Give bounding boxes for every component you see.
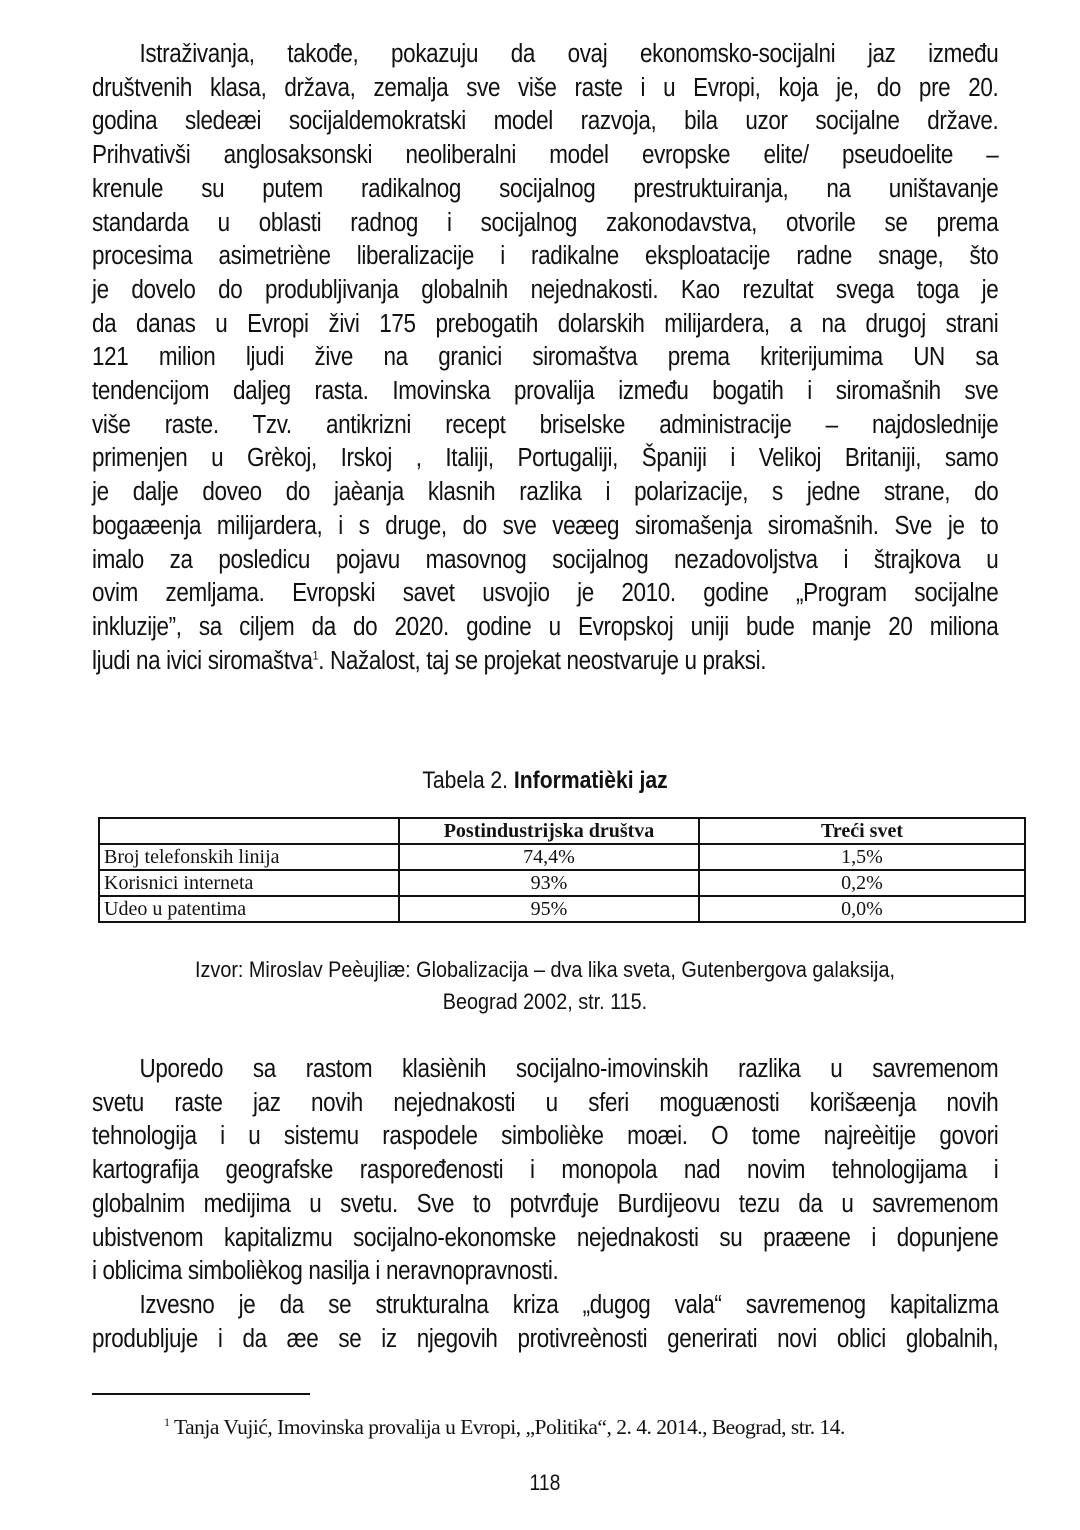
data-table [98,817,1026,923]
text-line: ubistvenom kapitalizmu socijalno-ekonomske nejednakosti su praæene i dopunjene [92,1223,999,1252]
footnote-number: 1 [164,1414,170,1429]
table-header-row [99,818,1025,844]
text-line: Istraživanja, takođe, pokazuju da ovaj ekonomsko-socijalni jaz između [139,40,999,68]
text-line: Uporedo sa rastom klasiènih socijalno-imovinskih razlika u savremenom [139,1055,999,1083]
footnote-separator [92,1393,310,1395]
text-fragment: . Nažalost, taj se projekat neostvaruje u praksi. [318,646,767,675]
text-line: Izvesno je da se strukturalna kriza „dugog vala“ savremenog kapitalizma [139,1290,999,1319]
text-line: inkluzije”, sa ciljem da do 2020. godine u Evropskoj uniji bude manje 20 miliona [92,612,999,641]
table-cell: Udeo u patentima [99,896,399,922]
table-cell: 0,2% [699,870,1025,896]
text-line: procesima asimetriène liberalizacije i radikalne eksploatacije radne snage, što [92,242,999,271]
table-header-cell: Postindustrijska društva [399,818,699,844]
footnote-reference[interactable]: 1 [312,648,319,663]
text-line: 121 milion ljudi žive na granici siromaštva prema kriterijumima UN sa [92,343,999,372]
text-line: kartografija geografske raspoređenosti i monopola nad novim tehnologijama i [92,1156,999,1185]
text-line: svetu raste jaz novih nejednakosti u sferi moguænosti korišæenja novih [92,1088,999,1117]
footnote [164,1415,845,1440]
paragraph-1 [92,38,998,678]
table-cell: 93% [399,870,699,896]
paragraph-2 [92,1053,998,1356]
text-line: tehnologija i u sistemu raspodele simbolièke moæi. O tome najreèitije govori [92,1122,999,1151]
text-line: više raste. Tzv. antikrizni recept briselske administracije – najdoslednije [92,410,999,439]
text-line: krenule su putem radikalnog socijalnog prestruktuiranja, na uništavanje [92,174,999,203]
text-line [92,645,998,679]
table-header-cell [99,818,399,844]
table-cell: 74,4% [399,844,699,870]
text-line: standarda u oblasti radnog i socijalnog zakonodavstva, otvorile se prema [92,208,999,237]
text-line: Prihvativši anglosaksonski neoliberalni model evropske elite/ pseudoelite – [92,141,999,170]
table-caption [146,767,943,795]
source-line: Beograd 2002, str. 115. [442,989,648,1014]
text-line: da danas u Evropi živi 175 prebogatih dolarskih milijardera, a na drugoj strani [92,309,999,338]
table-row [99,896,1025,922]
table-row [99,844,1025,870]
page-number: 118 [529,1470,561,1495]
table-row [99,870,1025,896]
text-fragment: ljudi na ivici siromaštva [92,646,313,675]
text-line: imalo za posledicu pojavu masovnog socijalnog nezadovoljstva i štrajkova u [92,545,999,574]
text-line: društvenih klasa, država, zemalja sve više raste i u Evropi, koja je, do pre 20. [92,73,999,102]
table-header-cell: Treći svet [699,818,1025,844]
table-cell: 95% [399,896,699,922]
table-caption-title: Informatièki jaz [513,767,668,794]
source-line: Izvor: Miroslav Peèujliæ: Globalizacija – dva lika sveta, Gutenbergova galaksija, [195,957,895,982]
text-line: i oblicima simbolièkog nasilja i neravnopravnosti. [92,1257,559,1286]
text-line: godina sledeæi socijaldemokratski model razvoja, bila uzor socijalne države. [92,107,999,136]
table-caption-prefix: Tabela 2. [422,767,509,794]
text-line: primenjen u Grèkoj, Irskoj , Italiji, Portugaliji, Španiji i Velikoj Britaniji, samo [92,444,999,473]
text-line: produbljuje i da æe se iz njegovih protivreènosti generirati novi oblici globalnih, [92,1324,999,1353]
text-line: globalnim medijima u svetu. Sve to potvrđuje Burdijeovu tezu da u savremenom [92,1189,999,1218]
footnote-text: Tanja Vujić, Imovinska provalija u Evropi, „Politika“, 2. 4. 2014., Beograd, str. 14. [174,1415,845,1439]
text-line: tendencijom daljeg rasta. Imovinska provalija između bogatih i siromašnih sve [92,377,999,406]
table-source [146,954,943,1018]
table-cell: Korisnici interneta [99,870,399,896]
text-line: je dovelo do produbljivanja globalnih nejednakosti. Kao rezultat svega toga je [92,275,999,304]
text-line: je dalje doveo do jaèanja klasnih razlika i polarizacije, s jedne strane, do [92,478,999,507]
table-cell: Broj telefonskih linija [99,844,399,870]
text-line: bogaæenja milijardera, i s druge, do sve veæeg siromašenja siromašnih. Sve je to [92,511,999,540]
table-cell: 1,5% [699,844,1025,870]
table-cell: 0,0% [699,896,1025,922]
text-line: ovim zemljama. Evropski savet usvojio je 2010. godine „Program socijalne [92,579,999,608]
